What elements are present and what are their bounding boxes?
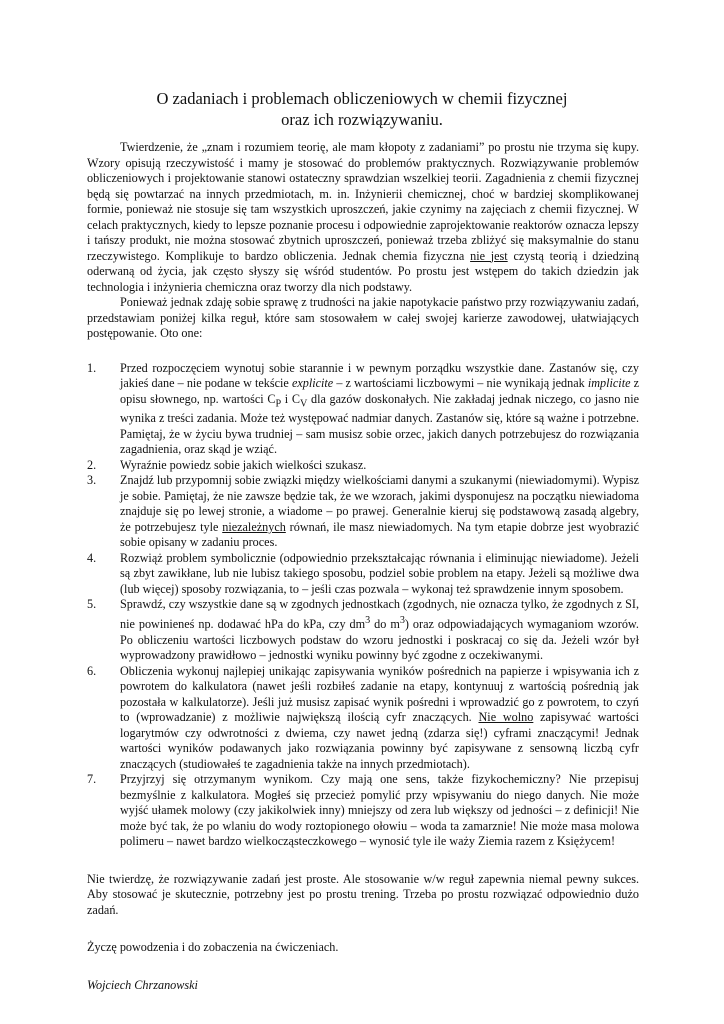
rule-superscript: 3 (399, 614, 405, 626)
rule-text: zapisywać wartości logarytmów czy odwrotności z dwiema, czy nawet jedną (zdarza się!) cyframi znaczącymi! Jednak wartości wyników podawanych jako rozwiązania powinny być zapisywane z sensowną liczbą cyfr znaczących (studiowałeś te zagadnienia także na innych przedmiotach). (120, 710, 639, 771)
rule-subscript: P (275, 397, 282, 409)
wish-paragraph: Życzę powodzenia i do zobaczenia na ćwiczeniach. (87, 940, 339, 954)
rule-text: Przed rozpoczęciem wynotuj sobie starannie i w pewnym porządku wszystkie dane. Zastanów się, czy jakieś dane – nie podane w tekście (120, 360, 639, 390)
rule-item (87, 361, 639, 458)
title-line-1: O zadaniach i problemach obliczeniowych w chemii fizycznej (156, 89, 568, 108)
rule-text: Znajdź lub przypomnij sobie związki między wielkościami danymi a szukanymi (niewiadomymi). Wypisz je sobie. Pamiętaj, że nie zawsze będzie tak, że we wzorach, jakimi dysponujesz na początku niewiadoma znajduje się po lewej stronie, a wiadome – po prawej. Generalnie kieruj się podstawową zasadą algebry, że potrzebujesz tyle (120, 473, 639, 534)
rule-number: 3. (87, 473, 97, 488)
rule-text: Rozwiąż problem symbolicznie (odpowiednio przekształcając równania i eliminując niewiadome). Jeżeli są zbyt zawikłane, lub nie lubisz takiego sposobu, podziel sobie problem na etapy. Jeżeli są możliwe dwa (lub więcej) sposoby rozwiązania, to – jeśli czas pozwala – wykonaj też sprawdzenie innym sposobem. (120, 550, 639, 596)
rule-text: i C (281, 391, 300, 406)
rule-text: Sprawdź, czy wszystkie dane są w zgodnych jednostkach (zgodnych, nie oznacza tylko, że zgodnych z SI, nie powinieneś np. dodawać hPa do kPa, czy dm (120, 597, 639, 631)
closing-paragraph: Nie twierdzę, że rozwiązywanie zadań jest proste. Ale stosowanie w/w reguł zapewnia niemal pewny sukces. Aby stosować je skutecznie, potrzebny jest po prostu trening. Trzeba po prostu rozwiązać odpowiednio dużo zadań. (87, 871, 639, 917)
rule-number: 4. (87, 550, 97, 565)
rule-number: 6. (87, 663, 97, 678)
intro-paragraph-2: Ponieważ jednak zdaję sobie sprawę z trudności na jakie napotykacie państwo przy rozwiązywaniu zadań, przedstawiam poniżej kilka reguł, które sam stosowałem w całej swojej karierze zawodowej, ułatwiających postępowanie. Oto one: (87, 295, 639, 340)
intro-paragraph-1 (87, 140, 639, 295)
rule-underlined: Nie wolno (478, 710, 534, 724)
document-body (87, 140, 639, 993)
rule-subscript: V (299, 397, 308, 409)
rule-italic: explicite (291, 376, 334, 390)
document-title (80, 88, 644, 130)
intro-p1-text: Twierdzenie, że „znam i rozumiem teorię, ale mam kłopoty z zadaniami” po prostu nie trzyma się kupy. Wzory opisują rzeczywistość i mamy je stosować do problemów praktycznych. Rozwiązywanie problemów obliczeniowych i projektowanie stanowi ostateczny sprawdzian wszelkiej teorii. Zagadnienia z chemii fizycznej będą się powtarzać na innych przedmiotach, m. in. Inżynierii chemicznej, choć w bardziej skomplikowanej formie, ponieważ nie stosuje się tam wszystkich uproszczeń, jakie czynimy na zajęciach z chemii fizycznej. W celach praktycznych, kiedy to lepsze poznanie procesu i odpowiednie zaprojektowanie reaktorów oznacza lepszy i tańszy produkt, nie można stosować zbytnich uproszczeń, ponieważ trzeba zbliżyć się maksymalnie do stanu rzeczywistego. Komplikuje to bardzo obliczenia. Jednak chemia fizyczna (87, 140, 639, 263)
rule-item (87, 664, 639, 773)
rule-number: 2. (87, 457, 97, 472)
rule-item (87, 458, 639, 474)
rule-item (87, 597, 639, 663)
rule-number: 5. (87, 597, 97, 612)
rule-text: do m (370, 617, 400, 631)
rule-item (87, 551, 639, 598)
author-signature: Wojciech Chrzanowski (87, 977, 198, 992)
rule-text: równań, ile masz niewiadomych. Na tym etapie dobrze jest wyobrazić sobie opisany w zadaniu proces. (120, 519, 639, 550)
rule-item (87, 473, 639, 551)
intro-p1-underlined: nie jest (470, 248, 508, 263)
rule-number: 7. (87, 772, 97, 786)
rule-item (87, 772, 639, 850)
rule-text: ) oraz odpowiadających wymaganiom wzorów. Po obliczeniu wartości liczbowych podstaw do wzoru jednostki i poskracaj co się da. Jeżeli wzór był wyprowadzony prawidłowo – jednostki wyniku powinny być zgodne z oczekiwanymi. (120, 617, 639, 662)
rules-list (87, 361, 639, 850)
rule-number: 1. (87, 360, 97, 375)
rule-text: Wyraźnie powiedz sobie jakich wielkości szukasz. (120, 457, 367, 472)
title-line-2: oraz ich rozwiązywaniu. (281, 110, 443, 129)
intro-p1-end: czystą teorią i dziedziną oderwaną od życia, jak często słyszy się wśród studentów. Po prostu jest wstępem do takich dziedzin jak technologia i inżynieria chemiczna oraz tworzy dla nich podstawy. (87, 248, 639, 294)
rule-text: dla gazów doskonałych. Nie zakładaj jednak niczego, co jasno nie wynika z treści zadania. Może też występować nadmiar danych. Zastanów się, które są ważne i potrzebne. Pamiętaj, że w życiu bywa trudniej – sam musisz sobie orzec, jakich danych potrzebujesz do rozwiązania zagadnienia, oraz skąd je wziąć. (120, 391, 640, 457)
rule-text: Obliczenia wykonuj najlepiej unikając zapisywania wyników pośrednich na papierze i wpisywania ich z powrotem do kalkulatora (nawet jeśli rozbiłeś zadanie na etapy, kontynuuj z wartością pośrednią jak pozostała w kalkulatorze). Jeśli już musisz zapisać wynik pośredni i wprowadzić go z powrotem, to czyń to (wprowadzanie) z możliwie największą ilością cyfr znaczących. (120, 663, 639, 724)
rule-superscript: 3 (365, 614, 371, 626)
rule-text: Przyjrzyj się otrzymanym wynikom. Czy mają one sens, także fizykochemiczny? Nie przepisuj bezmyślnie z kalkulatora. Mogłeś się przecież pomylić przy wpisywaniu do niego danych. Nie może wyjść ułamek molowy (czy jakikolwiek inny) mniejszy od zera lub większy od jedności – z definicji! Nie może być tak, że po wlaniu do wody roztopionego ołowiu – woda ta zamarznie! Nie może masa molowa polimeru – nawet bardzo wielkocząsteczkowego – wynosić tyle ile waży Ziemia razem z Księżycem! (120, 772, 639, 848)
rule-text: – z wartościami liczbowymi – nie wynikają jednak (333, 376, 588, 390)
rule-italic: implicite (587, 376, 631, 390)
rule-text: z opisu słownego, np. wartości C (120, 376, 640, 406)
rule-underlined: niezależnych (222, 519, 286, 534)
